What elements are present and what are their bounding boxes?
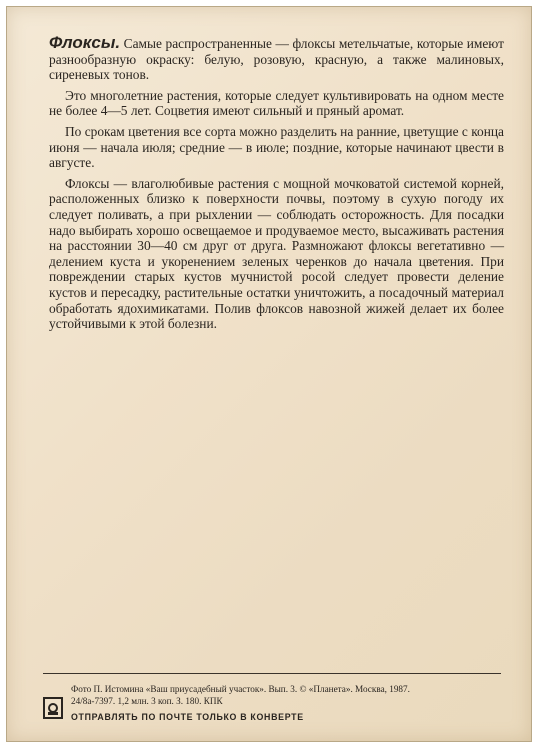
credit-line-2: 24/8а-7397. 1,2 млн. 3 коп. З. 180. КПК — [71, 696, 223, 706]
footer-divider — [43, 673, 501, 674]
article-paragraph-2: Это многолетние растения, которые следует культивировать на одном месте не более 4—5 лет. Соцветия имеют сильный и пряный аромат. — [49, 87, 504, 119]
article-paragraph-4: Флоксы — влаголюбивые растения с мощной мочковатой системой корней, расположенных близко к поверхности почвы, поэтому в сухую погоду их следует поливать, а при рыхлении — соблюдать осторожность. Для посадки надо выбирать хорошо освещаемое и продуваемое место, высаживать растения на расстоянии 30—40 см друг от друга. Размножают флоксы вегетативно — делением куста и укоренением зеленых черенков до начала цветения. При повреждении старых кустов мучнистой росой следует провести деление кустов и пересадку, растительные остатки уничтожить, а посадочный материал обработать ядохимикатами. Полив флоксов навозной жижей делает их более устойчивыми к этой болезни. — [49, 175, 504, 332]
postcard-back — [6, 6, 532, 742]
article-title: Флоксы. — [49, 33, 121, 52]
article-paragraph-1 — [49, 35, 504, 83]
publisher-logo-icon — [43, 697, 63, 719]
article-paragraph-1-text: Самые распространенные — флоксы метельчатые, которые имеют разнообразную окраску: белую, розовую, красную, а также малиновых, сиреневых тонов. — [49, 36, 504, 83]
mailing-instruction: ОТПРАВЛЯТЬ ПО ПОЧТЕ ТОЛЬКО В КОНВЕРТЕ — [71, 712, 304, 722]
credit-line-1: Фото П. Истомина «Ваш приусадебный участок». Вып. 3. © «Планета». Москва, 1987. — [71, 684, 410, 694]
imprint-credits — [71, 683, 511, 707]
article-body — [49, 35, 504, 337]
logo-bar — [48, 712, 58, 715]
article-paragraph-3: По срокам цветения все сорта можно разделить на ранние, цветущие с конца июня — начала июля; средние — в июле; поздние, которые начинают цвести в августе. — [49, 123, 504, 171]
